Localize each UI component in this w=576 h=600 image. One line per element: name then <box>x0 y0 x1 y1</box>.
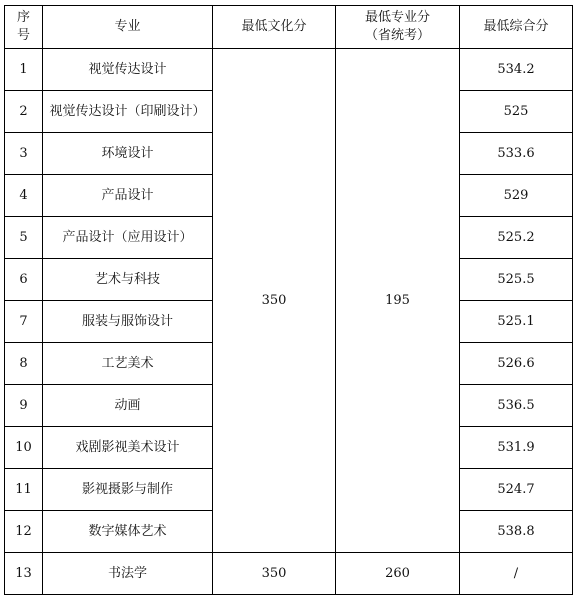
row-total-min: 531.9 <box>460 427 573 469</box>
header-total-min: 最低综合分 <box>460 6 573 49</box>
row-total-min: 525.1 <box>460 301 573 343</box>
row-index: 5 <box>5 217 43 259</box>
row-pro-min: 260 <box>336 553 460 595</box>
group-pro-min: 195 <box>336 49 460 553</box>
row-index: 9 <box>5 385 43 427</box>
row-index: 2 <box>5 91 43 133</box>
row-total-min: 525.2 <box>460 217 573 259</box>
row-index: 13 <box>5 553 43 595</box>
row-index: 10 <box>5 427 43 469</box>
row-major: 环境设计 <box>43 133 213 175</box>
row-major: 书法学 <box>43 553 213 595</box>
group-culture-min: 350 <box>213 49 336 553</box>
row-total-min: 525.5 <box>460 259 573 301</box>
row-major: 工艺美术 <box>43 343 213 385</box>
row-major: 艺术与科技 <box>43 259 213 301</box>
row-index: 7 <box>5 301 43 343</box>
row-major: 视觉传达设计 <box>43 49 213 91</box>
row-total-min: 526.6 <box>460 343 573 385</box>
row-total-min: 525 <box>460 91 573 133</box>
header-row <box>5 6 573 49</box>
row-major: 服装与服饰设计 <box>43 301 213 343</box>
row-index: 1 <box>5 49 43 91</box>
row-total-min: 524.7 <box>460 469 573 511</box>
row-major: 数字媒体艺术 <box>43 511 213 553</box>
header-index-text: 序号 <box>16 10 30 43</box>
row-major: 产品设计（应用设计） <box>43 217 213 259</box>
row-total-min: 529 <box>460 175 573 217</box>
row-major: 戏剧影视美术设计 <box>43 427 213 469</box>
row-total-min: 538.8 <box>460 511 573 553</box>
table-row <box>5 553 573 595</box>
header-index <box>5 6 43 49</box>
row-index: 3 <box>5 133 43 175</box>
row-culture-min: 350 <box>213 553 336 595</box>
row-major: 影视摄影与制作 <box>43 469 213 511</box>
row-total-min: / <box>460 553 573 595</box>
row-index: 4 <box>5 175 43 217</box>
row-index: 12 <box>5 511 43 553</box>
row-index: 6 <box>5 259 43 301</box>
table-row <box>5 49 573 91</box>
header-major: 专业 <box>43 6 213 49</box>
row-major: 视觉传达设计（印刷设计） <box>43 91 213 133</box>
row-total-min: 533.6 <box>460 133 573 175</box>
header-culture-min: 最低文化分 <box>213 6 336 49</box>
row-major: 产品设计 <box>43 175 213 217</box>
header-pro-min-line2: （省统考） <box>364 28 430 43</box>
header-pro-min-line1: 最低专业分 <box>364 10 430 25</box>
row-index: 11 <box>5 469 43 511</box>
admission-scores-table <box>4 5 573 595</box>
row-major: 动画 <box>43 385 213 427</box>
header-pro-min <box>336 6 460 49</box>
row-total-min: 536.5 <box>460 385 573 427</box>
row-total-min: 534.2 <box>460 49 573 91</box>
row-index: 8 <box>5 343 43 385</box>
